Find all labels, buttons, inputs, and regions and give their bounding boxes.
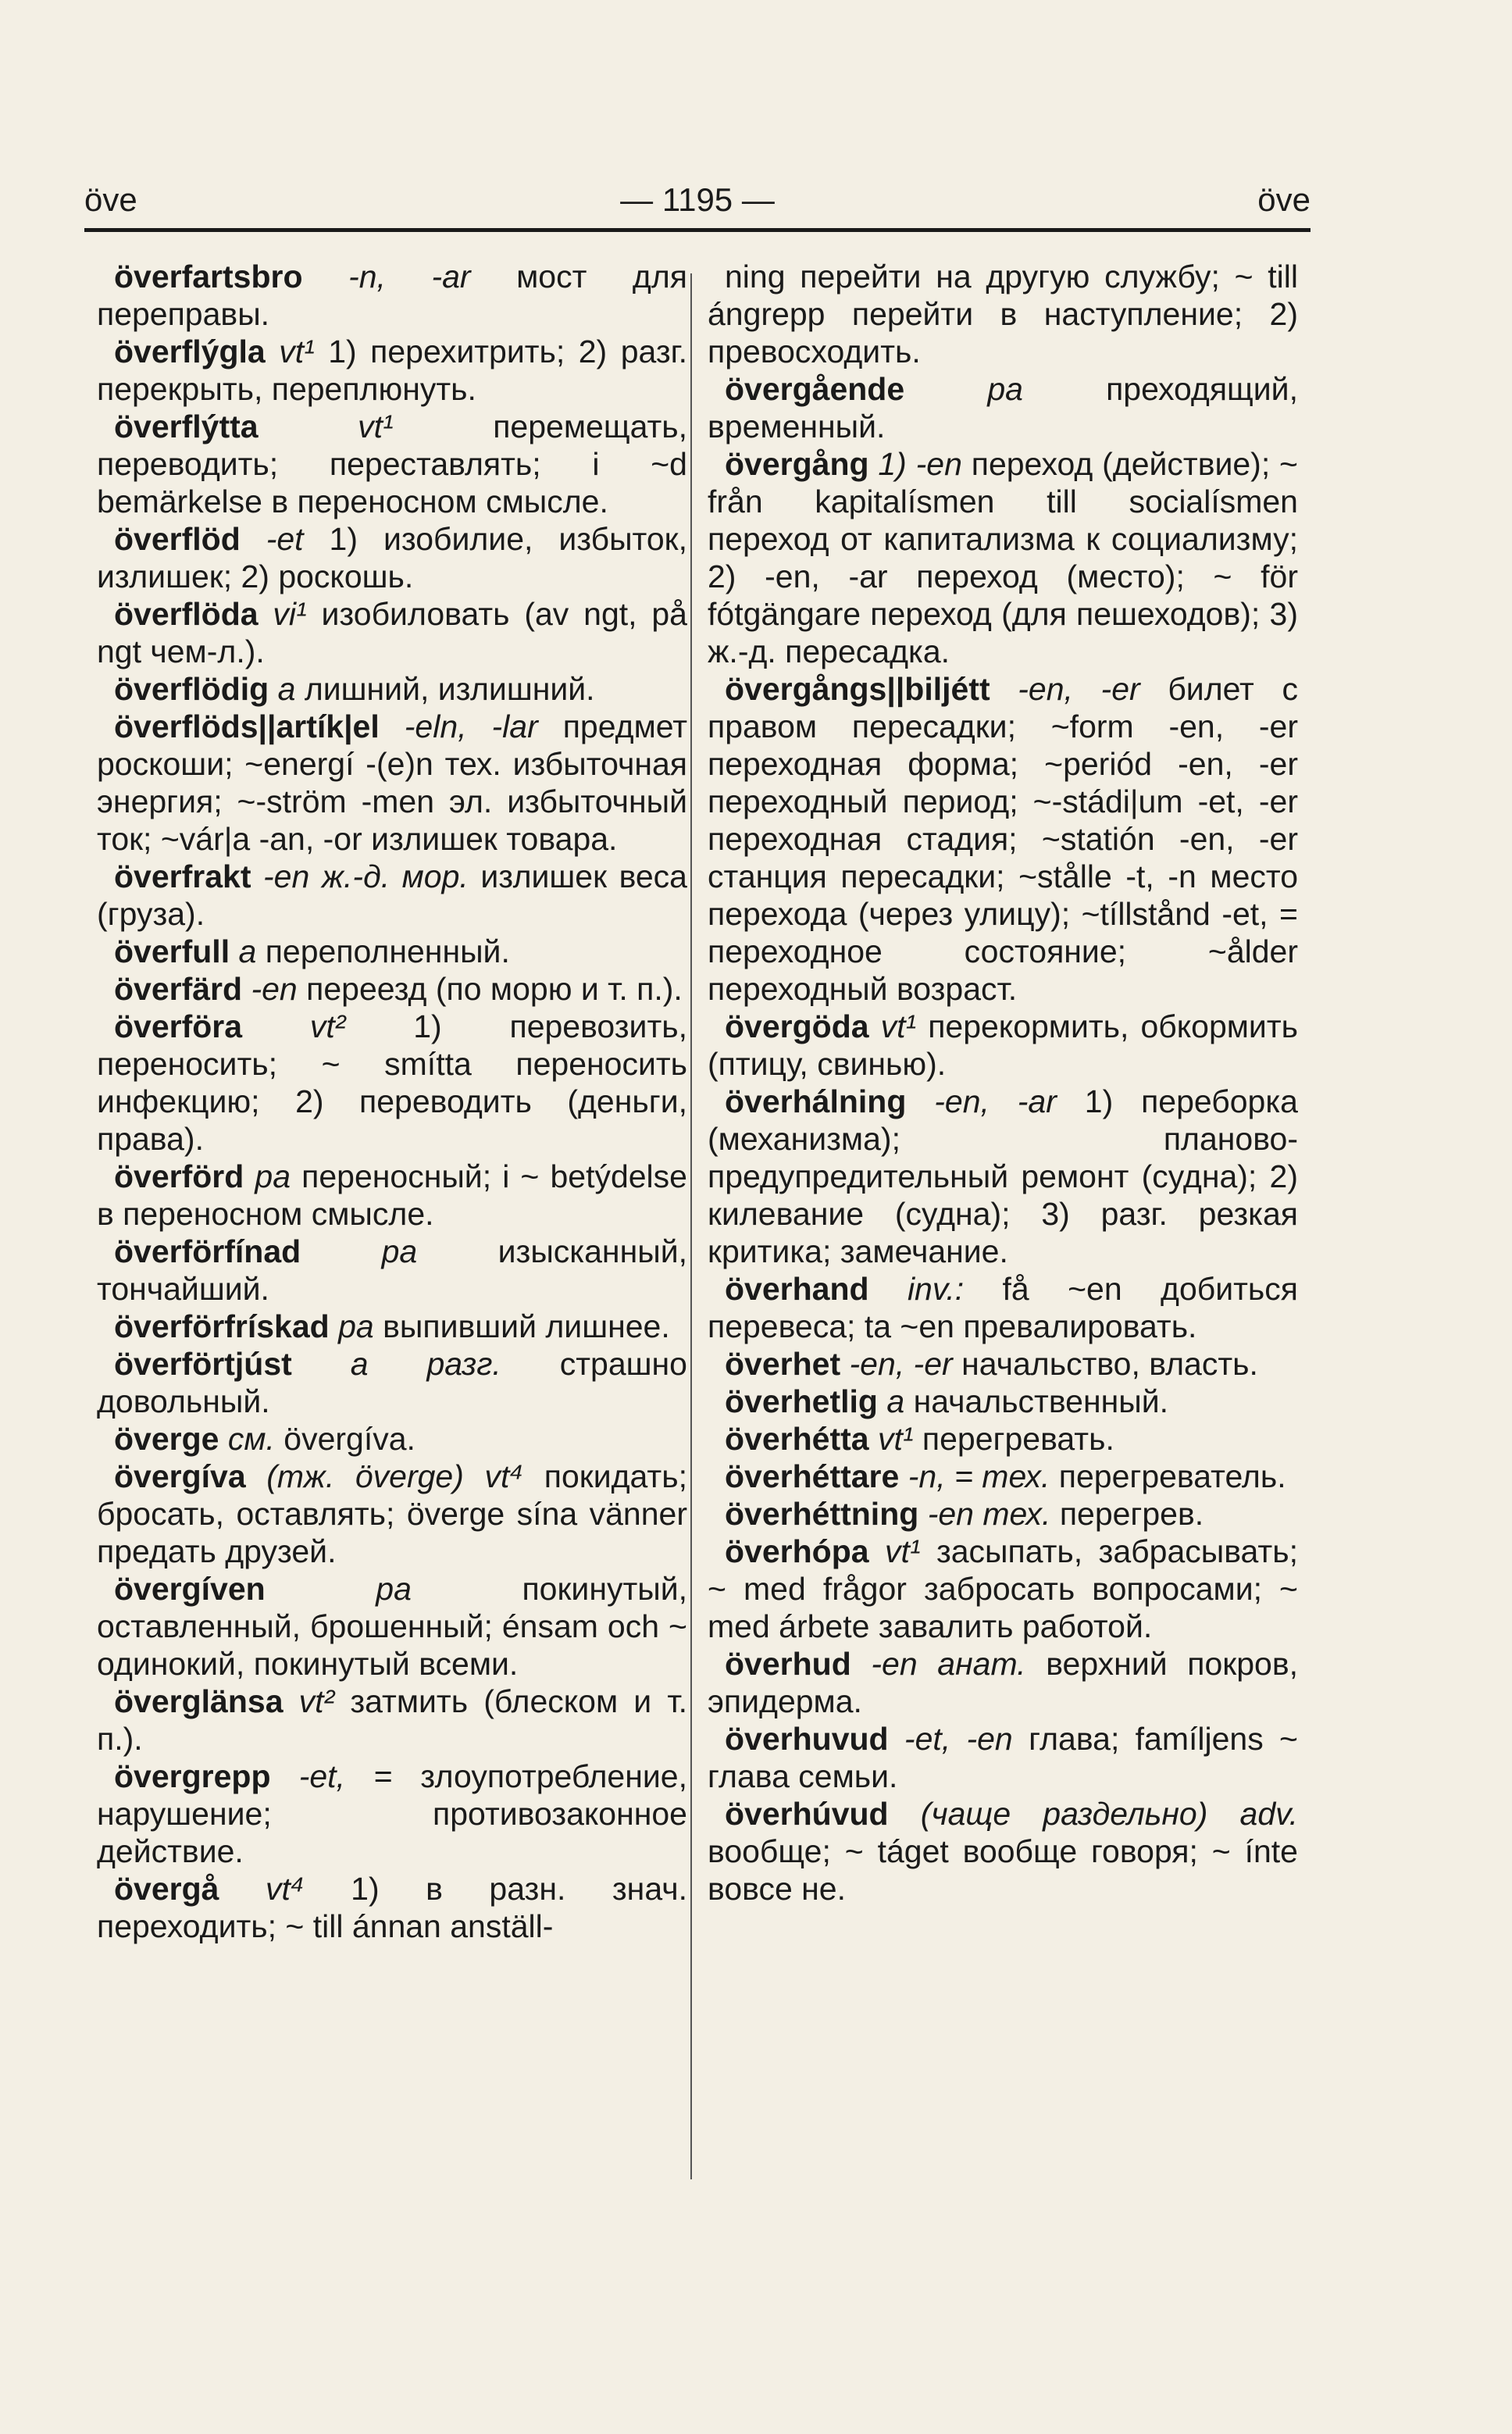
- entry-definition: 1) изобилие, избыток, излишек; 2) роскошь.: [97, 521, 687, 594]
- entry-definition: засыпать, забрасывать; ~ med frågor забросать вопросами; ~ med árbete завалить работой.: [708, 1533, 1298, 1644]
- left-column: [97, 258, 687, 1945]
- entry-grammar: -n, = тех.: [908, 1458, 1050, 1494]
- page-header: [84, 177, 1311, 223]
- header-left-guideword: öve: [84, 181, 137, 218]
- entry-headword: överflöd: [114, 521, 241, 557]
- entry-grammar: pa: [338, 1308, 374, 1344]
- dictionary-entry: [708, 258, 1298, 370]
- entry-headword: övergöda: [725, 1008, 869, 1044]
- entry-headword: överhéttning: [725, 1496, 919, 1532]
- entry-headword: övergång: [725, 446, 869, 482]
- entry-grammar: (чаще раздельно) adv.: [920, 1796, 1298, 1832]
- entry-grammar: -en тех.: [927, 1496, 1051, 1532]
- entry-definition: 1) в разн. знач. переходить; ~ till ánnan anställ-: [97, 1871, 687, 1944]
- dictionary-entry: [708, 445, 1298, 670]
- entry-grammar: vt¹: [279, 334, 315, 369]
- dictionary-entry: [708, 1420, 1298, 1458]
- entry-headword: överförtjúst: [114, 1346, 292, 1382]
- entry-headword: överglänsa: [114, 1683, 284, 1719]
- entry-grammar: -en, -er: [849, 1346, 953, 1382]
- entry-headword: överhetlig: [725, 1383, 878, 1419]
- entry-definition: билет с правом пересадки; ~form -en, -er переходная форма; ~periód -en, -er переходный период; ~-stádi|um -et, -er переходная стадия; ~statión -en, -er станция пересадки; ~stålle -t, -n место перехода (через улицу); ~tíllstånd -et, = переходное состояние; ~ålder переходный возраст.: [708, 671, 1298, 1007]
- entry-grammar: -n, -ar: [348, 259, 471, 294]
- dictionary-entry: [708, 1008, 1298, 1083]
- entry-headword: överhéttare: [725, 1458, 900, 1494]
- dictionary-entry: [708, 1795, 1298, 1908]
- entry-grammar: a: [886, 1383, 905, 1419]
- entry-grammar: pa: [381, 1233, 418, 1269]
- entry-grammar: -en ж.-д. мор.: [263, 858, 469, 894]
- dictionary-entry: [97, 1345, 687, 1420]
- entry-definition: затмить (блеском и т. п.).: [97, 1683, 687, 1757]
- dictionary-entry: [708, 1720, 1298, 1795]
- entry-grammar: a: [238, 933, 257, 969]
- column-divider: [690, 273, 692, 2179]
- dictionary-entry: [97, 1233, 687, 1308]
- dictionary-entry: [97, 1570, 687, 1683]
- entry-definition: лишний, излишний.: [304, 671, 595, 707]
- entry-headword: övergrepp: [114, 1758, 271, 1794]
- entry-definition: излишек веса (груза).: [97, 858, 687, 932]
- entry-headword: överföra: [114, 1008, 243, 1044]
- entry-headword: övergå: [114, 1871, 219, 1907]
- header-right-guideword: öve: [1257, 181, 1311, 218]
- entry-grammar: (тж. överge) vt⁴: [266, 1458, 524, 1494]
- entry-definition: övergíva.: [284, 1421, 415, 1457]
- dictionary-entry: [97, 258, 687, 333]
- dictionary-entry: [97, 1420, 687, 1458]
- entry-definition: переход (действие); ~ från kapitalísmen till socialísmen переход от капитализма к социализму; 2) -en, -ar переход (место); ~ för fótgängare переход (для пешеходов); 3) ж.-д. пересадка.: [708, 446, 1298, 669]
- entry-headword: övergíven: [114, 1571, 266, 1607]
- dictionary-entry: [97, 858, 687, 933]
- entry-headword: övergångs||biljétt: [725, 671, 990, 707]
- entry-definition: 1) перехитрить; 2) разг. перекрыть, переплюнуть.: [97, 334, 687, 407]
- entry-grammar: pa: [376, 1571, 412, 1607]
- entry-definition: страшно довольный.: [97, 1346, 687, 1419]
- entry-headword: överfärd: [114, 971, 243, 1007]
- entry-headword: överflöda: [114, 596, 259, 632]
- entry-grammar: 1) -en: [878, 446, 962, 482]
- entry-headword: överflýgla: [114, 334, 266, 369]
- dictionary-entry: [708, 1383, 1298, 1420]
- entry-definition: начальственный.: [913, 1383, 1169, 1419]
- dictionary-entry: [97, 520, 687, 595]
- entry-headword: överflödig: [114, 671, 269, 707]
- entry-headword: överflöds||artík|el: [114, 708, 380, 744]
- entry-definition: få ~en добиться перевеса; ta ~en превалировать.: [708, 1271, 1298, 1344]
- entry-grammar: -eln, -lar: [404, 708, 538, 744]
- entry-definition: глава; famíljens ~ глава семьи.: [708, 1721, 1298, 1794]
- entry-grammar: -en, -ar: [934, 1083, 1057, 1119]
- entry-definition: выпивший лишнее.: [383, 1308, 670, 1344]
- entry-grammar: vt¹: [358, 409, 394, 444]
- dictionary-entry: [708, 1270, 1298, 1345]
- dictionary-entry: [97, 408, 687, 520]
- dictionary-entry: [708, 1083, 1298, 1270]
- entry-grammar: -et: [266, 521, 304, 557]
- entry-definition: переезд (по морю и т. п.).: [306, 971, 683, 1007]
- dictionary-entry: [97, 970, 687, 1008]
- dictionary-entry: [708, 1495, 1298, 1533]
- entry-grammar: pa: [987, 371, 1023, 407]
- dictionary-entry: [708, 1533, 1298, 1645]
- dictionary-entry: [97, 1308, 687, 1345]
- entry-definition: изысканный, тончайший.: [97, 1233, 687, 1307]
- dictionary-entry: [708, 370, 1298, 445]
- right-column: [708, 258, 1298, 1908]
- entry-headword: överhálning: [725, 1083, 907, 1119]
- dictionary-entry: [97, 595, 687, 670]
- dictionary-entry: [97, 708, 687, 858]
- header-rule: [84, 228, 1311, 232]
- entry-definition: злоупотребление, нарушение; противозаконное действие.: [97, 1758, 687, 1869]
- entry-headword: överhópa: [725, 1533, 869, 1569]
- entry-definition: перегревать.: [922, 1421, 1114, 1457]
- dictionary-entry: [97, 333, 687, 408]
- entry-definition: верхний покров, эпидерма.: [708, 1646, 1298, 1719]
- entry-grammar: -en: [251, 971, 298, 1007]
- page-number: — 1195 —: [620, 181, 775, 218]
- entry-grammar: vt¹: [877, 1421, 914, 1457]
- entry-grammar: pa: [255, 1158, 291, 1194]
- entry-grammar: -en анат.: [871, 1646, 1026, 1682]
- dictionary-entry: [97, 933, 687, 970]
- entry-definition: перекормить, обкормить (птицу, свинью).: [708, 1008, 1298, 1082]
- entry-definition: 1) перевозить, переносить; ~ smítta переносить инфекцию; 2) переводить (деньги, права).: [97, 1008, 687, 1157]
- entry-grammar: inv.:: [907, 1271, 965, 1307]
- dictionary-entry: [97, 1758, 687, 1870]
- entry-grammar: vi¹: [273, 596, 307, 632]
- entry-definition: 1) переборка (механизма); планово-предупредительный ремонт (судна); 2) килевание (судна); 3) разг. резкая критика; замечание.: [708, 1083, 1298, 1269]
- entry-headword: överfartsbro: [114, 259, 303, 294]
- entry-definition: перегреватель.: [1058, 1458, 1286, 1494]
- entry-headword: överförfínad: [114, 1233, 301, 1269]
- dictionary-entry: [708, 1645, 1298, 1720]
- entry-headword: överge: [114, 1421, 219, 1457]
- entry-definition: переполненный.: [265, 933, 510, 969]
- entry-grammar: см.: [227, 1421, 275, 1457]
- entry-definition: перегрев.: [1059, 1496, 1204, 1532]
- entry-grammar: vt¹: [880, 1008, 917, 1044]
- entry-headword: överfull: [114, 933, 230, 969]
- entry-definition: вообще; ~ táget вообще говоря; ~ ínte вовсе не.: [708, 1833, 1298, 1907]
- entry-definition: мост для переправы.: [97, 259, 687, 332]
- dictionary-entry: [97, 670, 687, 708]
- entry-grammar: a: [277, 671, 296, 707]
- entry-definition: предмет роскоши; ~energí -(e)n тех. избыточная энергия; ~-ström -men эл. избыточный ток; ~vár|a -an, -or излишек товара.: [97, 708, 687, 857]
- entry-grammar: a разг.: [350, 1346, 501, 1382]
- entry-grammar: vt²: [298, 1683, 335, 1719]
- entry-definition: начальство, власть.: [961, 1346, 1258, 1382]
- entry-definition: перемещать, переводить; переставлять; i ~d bemärkelse в переносном смысле.: [97, 409, 687, 519]
- entry-headword: överförd: [114, 1158, 244, 1194]
- dictionary-entry: [97, 1158, 687, 1233]
- entry-headword: överhet: [725, 1346, 841, 1382]
- entry-headword: överhuvud: [725, 1721, 889, 1757]
- entry-headword: övergående: [725, 371, 905, 407]
- entry-definition: ning перейти на другую службу; ~ till ángrepp перейти в наступление; 2) превосходить.: [708, 259, 1298, 369]
- entry-headword: överhand: [725, 1271, 869, 1307]
- entry-grammar: vt¹: [884, 1533, 921, 1569]
- entry-grammar: vt⁴: [265, 1871, 305, 1907]
- entry-grammar: -en, -er: [1018, 671, 1140, 707]
- entry-grammar: -et, =: [298, 1758, 393, 1794]
- entry-grammar: -et, -en: [904, 1721, 1013, 1757]
- dictionary-entry: [97, 1008, 687, 1158]
- entry-definition: преходящий, временный.: [708, 371, 1298, 444]
- dictionary-entry: [708, 1458, 1298, 1495]
- entry-headword: överhúvud: [725, 1796, 889, 1832]
- entry-definition: покинутый, оставленный, брошенный; énsam och ~ одинокий, покинутый всеми.: [97, 1571, 687, 1682]
- entry-headword: överhud: [725, 1646, 851, 1682]
- entry-headword: överhétta: [725, 1421, 869, 1457]
- dictionary-entry: [97, 1870, 687, 1945]
- dictionary-entry: [708, 1345, 1298, 1383]
- dictionary-entry: [708, 670, 1298, 1008]
- dictionary-entry: [97, 1683, 687, 1758]
- entry-headword: övergíva: [114, 1458, 246, 1494]
- entry-headword: överfrakt: [114, 858, 251, 894]
- entry-definition: изобиловать (av ngt, på ngt чем-л.).: [97, 596, 687, 669]
- entry-definition: покидать; бросать, оставлять; överge sína vänner предать друзей.: [97, 1458, 687, 1569]
- entry-headword: överförfrískad: [114, 1308, 330, 1344]
- dictionary-entry: [97, 1458, 687, 1570]
- entry-headword: överflýtta: [114, 409, 259, 444]
- entry-grammar: vt²: [309, 1008, 346, 1044]
- entry-definition: переносный; i ~ betýdelse в переносном смысле.: [97, 1158, 687, 1232]
